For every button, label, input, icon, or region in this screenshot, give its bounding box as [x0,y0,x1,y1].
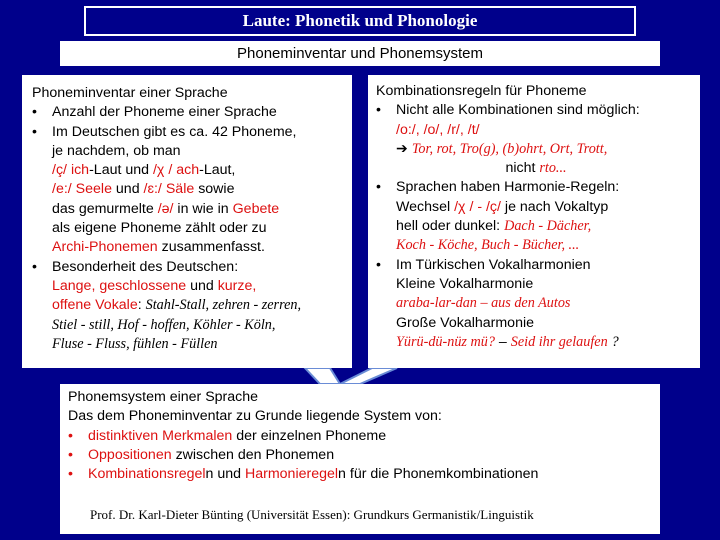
right-line-koch: Koch - Köche, Buch - Bücher, ... [396,237,580,254]
left-line-ich-ach: /ç/ ich-Laut und /χ / ach-Laut, [52,162,236,179]
left-heading: Phoneminventar einer Sprache [32,85,228,101]
bottom-item-1: • distinktiven Merkmalen der einzelnen Phoneme [68,427,387,444]
right-line-dach: hell oder dunkel: Dach - Dächer, [396,218,592,235]
right-line-nicht: nicht rto... [505,160,567,177]
left-line-archi: Archi-Phonemen zusammenfasst. [52,239,265,256]
right-line-araba: araba-lar-dan – aus den Autos [396,295,571,312]
left-bullet-1: • Anzahl der Phoneme einer Sprache [32,104,277,121]
right-line-words: ➔ Tor, rot, Tro(g), (b)ohrt, Ort, Trott, [396,140,608,157]
arrow-icon: ➔ [396,140,408,157]
bottom-item-3: • Kombinationsregeln und Harmonieregeln für die Phonemkombinationen [68,466,539,483]
right-line-phonemes: /o:/, /o/, /r/, /t/ [396,121,480,138]
bottom-intro: Das dem Phoneminventar zu Grunde liegende System von: [68,408,442,425]
right-bullet-2: • Sprachen haben Harmonie-Regeln: [376,179,620,196]
left-connector [305,368,340,384]
bottom-item-2: • Oppositionen zwischen den Phonemen [68,446,335,463]
footer-credit: Prof. Dr. Karl-Dieter Bünting (Universität Essen): Grundkurs Germanistik/Linguistik [90,507,534,522]
bottom-heading: Phonemsystem einer Sprache [68,389,259,405]
right-line-wechsel: Wechsel /χ / - /ç/ je nach Vokaltyp [396,198,609,215]
left-bullet-2: • Im Deutschen gibt es ca. 42 Phoneme, [32,123,297,140]
left-line-examples-2: Stiel - still, Hof - hoffen, Köhler - Köln, [52,316,276,333]
right-bullet-3: • Im Türkischen Vokalharmonien [376,256,591,273]
right-line-grosse: Große Vokalharmonie [396,314,535,331]
left-line: je nachdem, ob man [52,142,181,159]
left-bullet-3: • Besonderheit des Deutschen: [32,258,239,275]
slide-title: Laute: Phonetik und Phonologie [84,6,636,36]
right-panel-combination [368,75,700,368]
left-line-seele: /e:/ Seele und /ɛ:/ Säle sowie [52,181,235,198]
right-connector [340,368,397,384]
left-line-examples-1: offene Vokale: Stahl-Stall, zehren - zerren, [52,297,302,314]
page-number: 18 [646,506,659,521]
left-line-examples-3: Fluse - Fluss, fühlen - Füllen [52,335,218,352]
slide-subtitle: Phoneminventar und Phonemsystem [60,41,660,66]
right-line-kleine: Kleine Vokalharmonie [396,275,534,292]
left-line-schwa: das gemurmelte /ə/ in wie in Gebete [52,200,280,217]
left-line-vokale: Lange, geschlossene und kurze, [52,277,257,294]
left-line: als eigene Phoneme zählt oder zu [52,220,267,237]
right-bullet-1: • Nicht alle Kombinationen sind möglich: [376,102,640,119]
right-line-yuru: Yürü-dü-nüz mü? – Seid ihr gelaufen ? [396,333,619,350]
right-heading: Kombinationsregeln für Phoneme [376,83,587,99]
left-panel-inventory [22,75,352,368]
